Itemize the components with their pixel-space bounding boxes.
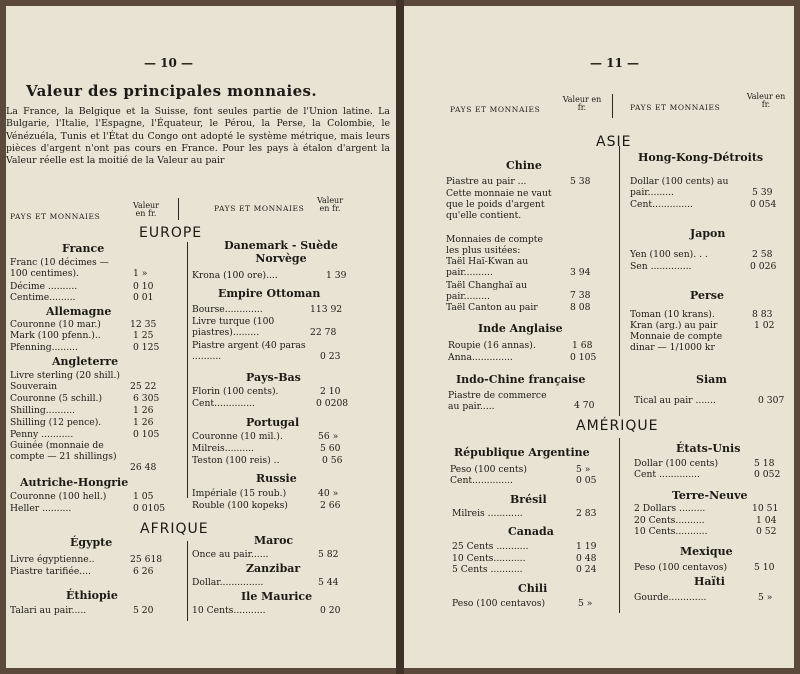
region-heading: AMÉRIQUE	[576, 418, 659, 434]
currency-value: 5 »	[578, 598, 593, 609]
currency-value: 1 19	[576, 541, 597, 552]
currency-value: 8 83	[752, 309, 773, 320]
currency-value: 25 618	[130, 554, 163, 565]
country-heading: Angleterre	[52, 355, 119, 368]
currency-value: 1 25	[133, 330, 154, 341]
currency-label: Tical au pair .......	[634, 395, 716, 406]
right-page	[404, 6, 794, 668]
currency-label: Gourde.............	[634, 592, 707, 603]
column-divider	[612, 94, 613, 118]
currency-value: 2 83	[576, 508, 597, 519]
currency-value: 1 68	[572, 340, 593, 351]
column-header-country: PAYS ET MONNAIES	[630, 103, 721, 112]
column-header-value: Valeur en fr.	[132, 201, 160, 218]
currency-value: 0 105	[133, 429, 160, 440]
country-heading: Russie	[256, 472, 297, 485]
country-heading: Ile Maurice	[241, 590, 313, 603]
country-heading: Portugal	[246, 416, 300, 429]
column-divider	[187, 242, 188, 498]
currency-value: 0 24	[576, 564, 597, 575]
currency-value: 1 02	[754, 320, 775, 331]
column-header-value: Valeur en fr.	[746, 92, 786, 109]
currency-label: Bourse.............	[192, 304, 263, 315]
currency-label: Teston (100 reis) ..	[192, 455, 280, 466]
currency-value: 1 26	[133, 417, 154, 428]
currency-label: Couronne (5 schill.)	[10, 393, 103, 404]
currency-value: 5 10	[754, 562, 775, 573]
country-heading: Perse	[690, 289, 724, 302]
currency-label: Heller ..........	[10, 503, 72, 514]
currency-label: Livre turque (100 piastres).........	[192, 316, 275, 338]
currency-value: 1 26	[133, 405, 154, 416]
currency-label: Once au pair......	[192, 549, 269, 560]
currency-value: 0 01	[133, 292, 154, 303]
country-heading: Terre-Neuve	[672, 489, 748, 502]
currency-value: 56 »	[318, 431, 339, 442]
currency-label: Dollar (100 cents) au pair.........	[630, 176, 729, 198]
currency-label: Monnaies de compte les plus usitées:	[446, 234, 543, 256]
country-heading: Brésil	[510, 493, 547, 506]
currency-label: Peso (100 centavos)	[634, 562, 728, 573]
currency-value: 1 04	[756, 515, 777, 526]
currency-label: Milreis..........	[192, 443, 254, 454]
currency-value: 0 52	[756, 526, 777, 537]
currency-label: Piastre de commerce au pair.....	[448, 390, 547, 412]
currency-label: Centime.........	[10, 292, 76, 303]
currency-label: Shilling (12 pence).	[10, 417, 102, 428]
column-header-country: PAYS ET MONNAIES	[214, 204, 305, 213]
region-heading: EUROPE	[139, 225, 203, 241]
currency-value: 2 66	[320, 500, 341, 511]
currency-label: Toman (10 krans).	[630, 309, 715, 320]
currency-value: 0 0105	[133, 503, 166, 514]
currency-label: Cent..............	[450, 475, 513, 486]
book-gutter	[396, 0, 404, 674]
region-heading: ASIE	[596, 134, 632, 150]
currency-label: Milreis ............	[452, 508, 523, 519]
currency-value: 25 22	[130, 381, 157, 392]
currency-label: Penny ...........	[10, 429, 74, 440]
currency-label: Piastre au pair ...	[446, 176, 527, 187]
currency-value: 0 105	[570, 352, 597, 363]
currency-value: 1 »	[133, 268, 148, 279]
currency-label: 25 Cents ...........	[452, 541, 529, 552]
currency-label: 20 Cents..........	[634, 515, 705, 526]
currency-value: 0 56	[322, 455, 343, 466]
currency-value: 2 10	[320, 386, 341, 397]
currency-label: Taël Changhaï au pair.........	[446, 280, 528, 302]
currency-value: 8 08	[570, 302, 591, 313]
currency-label: Rouble (100 kopeks)	[192, 500, 288, 511]
country-heading: Autriche-Hongrie	[20, 476, 129, 489]
currency-value: 10 51	[752, 503, 779, 514]
column-divider	[178, 198, 179, 220]
currency-value: 2 58	[752, 249, 773, 260]
column-divider	[187, 541, 188, 621]
currency-value: 0 026	[750, 261, 777, 272]
region-heading: AFRIQUE	[140, 521, 209, 537]
currency-value: 6 305	[133, 393, 160, 404]
country-heading: Empire Ottoman	[218, 287, 321, 300]
currency-label: Monnaie de compte dinar — 1/1000 kr	[630, 331, 723, 353]
currency-value: 12 35	[130, 319, 157, 330]
country-heading: Canada	[508, 525, 554, 538]
country-heading: Chili	[518, 582, 548, 595]
currency-label: Livre sterling (20 shill.) Souverain	[10, 370, 120, 392]
country-heading: États-Unis	[676, 442, 741, 455]
currency-label: Kran (arg.) au pair	[630, 320, 718, 331]
currency-value: 5 39	[752, 187, 773, 198]
page-title: Valeur des principales monnaies.	[26, 82, 318, 100]
country-heading: Hong-Kong-Détroits	[638, 151, 764, 164]
currency-label: Anna..............	[448, 352, 513, 363]
country-heading: Pays-Bas	[246, 371, 301, 384]
currency-value: 5 18	[754, 458, 775, 469]
currency-label: Couronne (10 mil.).	[192, 431, 283, 442]
currency-label: Couronne (10 mar.)	[10, 319, 101, 330]
currency-label: Sen ..............	[630, 261, 692, 272]
country-heading: Haïti	[694, 575, 725, 588]
currency-value: 1 39	[326, 270, 347, 281]
currency-label: Franc (10 décimes — 100 centimes).	[10, 257, 109, 279]
country-heading: France	[62, 242, 105, 255]
currency-label: Couronne (100 hell.)	[10, 491, 107, 502]
column-divider	[619, 146, 620, 416]
currency-label: Mark (100 pfenn.)..	[10, 330, 101, 341]
column-header-country: PAYS ET MONNAIES	[10, 212, 101, 221]
currency-value: 5 »	[758, 592, 773, 603]
currency-value: 0 20	[320, 605, 341, 616]
currency-value: 0 125	[133, 342, 160, 353]
currency-value: 3 94	[570, 267, 591, 278]
left-page	[6, 6, 396, 668]
currency-label: Florin (100 cents).	[192, 386, 279, 397]
country-heading: Zanzibar	[246, 562, 301, 575]
country-heading: Siam	[696, 373, 727, 386]
currency-value: 5 60	[320, 443, 341, 454]
currency-label: 10 Cents...........	[192, 605, 266, 616]
country-heading: Indo-Chine française	[456, 373, 586, 386]
currency-value: 0 10	[133, 281, 154, 292]
country-heading: Danemark - Suède Norvège	[224, 239, 338, 265]
currency-value: 0 307	[758, 395, 785, 406]
currency-value: 0 052	[754, 469, 781, 480]
currency-value: 1 05	[133, 491, 154, 502]
country-heading: Éthiopie	[66, 589, 118, 602]
country-heading: Chine	[506, 159, 542, 172]
country-heading: République Argentine	[454, 446, 590, 459]
currency-value: 0 0208	[316, 398, 349, 409]
currency-label: Cent..............	[192, 398, 255, 409]
currency-label: 10 Cents...........	[634, 526, 708, 537]
column-divider	[619, 438, 620, 613]
currency-label: Krona (100 ore)....	[192, 270, 278, 281]
page-number: — 11 —	[590, 56, 640, 70]
currency-value: 5 38	[570, 176, 591, 187]
currency-label: Décime ..........	[10, 281, 78, 292]
currency-value: 4 70	[574, 400, 595, 411]
currency-label: Shilling..........	[10, 405, 75, 416]
country-heading: Égypte	[70, 536, 113, 549]
country-heading: Japon	[690, 227, 726, 240]
page-number: — 10 —	[144, 56, 194, 70]
currency-value: 6 26	[133, 566, 154, 577]
currency-label: Talari au pair.....	[10, 605, 87, 616]
currency-value: 26 48	[130, 462, 157, 473]
currency-label: Cette monnaie ne vaut que le poids d'argent qu'elle contient.	[446, 188, 552, 221]
currency-value: 5 82	[318, 549, 339, 560]
currency-label: Piastre tarifiée....	[10, 566, 91, 577]
currency-label: Peso (100 centavos)	[452, 598, 546, 609]
currency-label: 2 Dollars .........	[634, 503, 706, 514]
currency-label: Cent ..............	[634, 469, 700, 480]
currency-label: 10 Cents...........	[452, 553, 526, 564]
currency-label: Dollar...............	[192, 577, 264, 588]
currency-label: Yen (100 sen). . .	[630, 249, 708, 260]
currency-label: Guinée (monnaie de compte — 21 shillings)	[10, 440, 117, 462]
currency-label: Peso (100 cents)	[450, 464, 527, 475]
country-heading: Mexique	[680, 545, 733, 558]
currency-label: Roupie (16 annas).	[448, 340, 536, 351]
currency-label: 5 Cents ...........	[452, 564, 523, 575]
currency-value: 7 38	[570, 290, 591, 301]
currency-label: Impériale (15 roub.)	[192, 488, 287, 499]
currency-value: 0 054	[750, 199, 777, 210]
currency-value: 0 23	[320, 351, 341, 362]
currency-value: 113 92	[310, 304, 343, 315]
column-header-value: Valeur en fr.	[316, 196, 344, 213]
currency-value: 40 »	[318, 488, 339, 499]
country-heading: Maroc	[254, 534, 294, 547]
currency-value: 5 20	[133, 605, 154, 616]
currency-value: 5 »	[576, 464, 591, 475]
currency-label: Taël Haï-Kwan au pair..........	[446, 256, 529, 278]
country-heading: Inde Anglaise	[478, 322, 563, 335]
currency-label: Dollar (100 cents)	[634, 458, 719, 469]
currency-value: 22 78	[310, 327, 337, 338]
currency-label: Livre égyptienne..	[10, 554, 95, 565]
intro-paragraph: La France, la Belgique et la Suisse, font seules partie de l'Union latine. La Bulgarie, l'Italie, l'Espagne, l'Équateur, le Pérou, la Perse, la Colombie, le Vénézuéla, Tunis et l'État du Congo ont adopté le système métrique, mais leurs pièces d'argent n'ont pas cours en France. Pour les pays à étalon d'argent la Valeur réelle est la moitié de la Valeur au pair	[6, 106, 390, 167]
currency-label: Cent..............	[630, 199, 693, 210]
currency-value: 0 05	[576, 475, 597, 486]
currency-value: 0 48	[576, 553, 597, 564]
country-heading: Allemagne	[46, 305, 112, 318]
currency-label: Piastre argent (40 paras ..........	[192, 340, 306, 362]
currency-value: 5 44	[318, 577, 339, 588]
column-header-country: PAYS ET MONNAIES	[450, 105, 541, 114]
column-header-value: Valeur en fr.	[562, 95, 602, 112]
currency-label: Pfenning.........	[10, 342, 78, 353]
currency-label: Taël Canton au pair	[446, 302, 538, 313]
